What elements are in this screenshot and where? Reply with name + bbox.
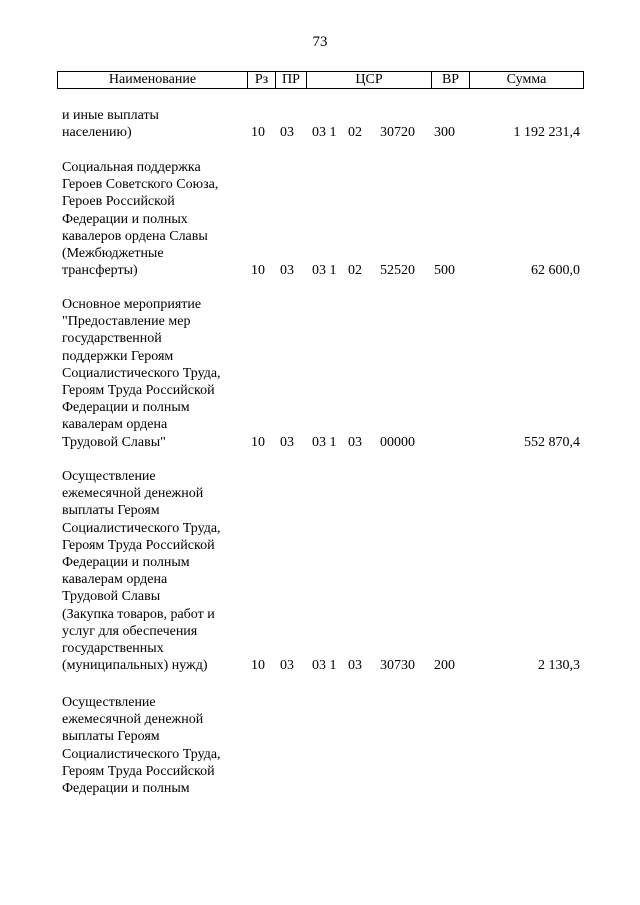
- name-line: Осуществление: [62, 695, 156, 710]
- name-line: трансферты): [62, 263, 138, 279]
- name-line: кавалерам ордена: [62, 417, 168, 433]
- cell-name: [62, 468, 247, 674]
- cell-csr-direction: 52520: [380, 263, 415, 279]
- name-line: государственных: [62, 641, 164, 657]
- name-line: Федерации и полным: [62, 555, 190, 571]
- cell-sum: 2 130,3: [538, 658, 580, 674]
- cell-name: [62, 159, 247, 279]
- cell-sum: 1 192 231,4: [513, 125, 580, 141]
- name-line: кавалеров ордена Славы: [62, 228, 208, 244]
- name-line: услуг для обеспечения: [62, 623, 198, 639]
- name-line: Героев Советского Союза,: [62, 177, 219, 193]
- cell-csr-direction: 30720: [380, 125, 415, 141]
- header-vr: ВР: [441, 72, 460, 87]
- name-line: Трудовой Славы": [62, 434, 166, 450]
- cell-csr-subprogram: 02: [348, 263, 362, 279]
- cell-pr: 03: [280, 125, 294, 141]
- name-line: Основное мероприятие: [62, 297, 202, 312]
- cell-rz: 10: [251, 658, 265, 674]
- name-line: Федерации и полным: [62, 400, 190, 416]
- cell-csr-program: 03 1: [312, 125, 337, 141]
- name-line: "Предоставление мер: [62, 314, 191, 330]
- cell-pr: 03: [280, 434, 294, 450]
- cell-pr: 03: [280, 263, 294, 279]
- header-csr: ЦСР: [355, 72, 383, 87]
- cell-vr: 200: [434, 658, 455, 674]
- name-line: Героям Труда Российской: [62, 537, 215, 553]
- name-line: Героев Российской: [62, 194, 175, 210]
- name-line: ежемесячной денежной: [62, 486, 204, 502]
- cell-vr: 500: [434, 263, 455, 279]
- cell-csr-direction: 00000: [380, 434, 415, 450]
- cell-rz: 10: [251, 434, 265, 450]
- name-line: выплаты Героям: [62, 729, 160, 745]
- name-line: (муниципальных) нужд): [62, 658, 208, 674]
- name-line: (Закупка товаров, работ и: [62, 606, 215, 622]
- name-line: Социалистического Труда,: [62, 746, 221, 762]
- cell-csr-subprogram: 02: [348, 125, 362, 141]
- name-line: (Межбюджетные: [62, 246, 164, 262]
- cell-csr-subprogram: 03: [348, 658, 362, 674]
- table-header: [57, 71, 584, 89]
- name-line: выплаты Героям: [62, 503, 160, 519]
- cell-csr-direction: 30730: [380, 658, 415, 674]
- cell-csr-program: 03 1: [312, 658, 337, 674]
- cell-name: [62, 296, 247, 451]
- name-line: Социальная поддержка: [62, 160, 201, 175]
- cell-rz: 10: [251, 263, 265, 279]
- page-number: 73: [312, 34, 328, 50]
- cell-csr-program: 03 1: [312, 434, 337, 450]
- header-sum: Сумма: [506, 72, 547, 87]
- cell-sum: 62 600,0: [531, 263, 580, 279]
- name-line: населению): [62, 125, 132, 141]
- cell-csr-program: 03 1: [312, 263, 337, 279]
- name-line: Героям Труда Российской: [62, 383, 215, 399]
- cell-name: [62, 694, 247, 797]
- header-name: Наименование: [108, 72, 197, 87]
- header-pr: ПР: [282, 72, 300, 87]
- name-line: Федерации и полным: [62, 781, 190, 797]
- name-line: государственной: [62, 331, 162, 347]
- name-line: Героям Труда Российской: [62, 763, 215, 779]
- name-line: кавалерам ордена: [62, 572, 168, 588]
- cell-name: [62, 107, 247, 141]
- cell-vr: 300: [434, 125, 455, 141]
- name-line: Трудовой Славы: [62, 589, 161, 605]
- name-line: и иные выплаты: [62, 108, 159, 123]
- cell-sum: 552 870,4: [524, 434, 580, 450]
- name-line: Социалистического Труда,: [62, 365, 221, 381]
- cell-rz: 10: [251, 125, 265, 141]
- name-line: ежемесячной денежной: [62, 712, 204, 728]
- name-line: Федерации и полных: [62, 211, 188, 227]
- cell-pr: 03: [280, 658, 294, 674]
- cell-csr-subprogram: 03: [348, 434, 362, 450]
- header-rz: Рз: [254, 72, 269, 87]
- name-line: поддержки Героям: [62, 348, 174, 364]
- name-line: Социалистического Труда,: [62, 520, 221, 536]
- name-line: Осуществление: [62, 469, 156, 484]
